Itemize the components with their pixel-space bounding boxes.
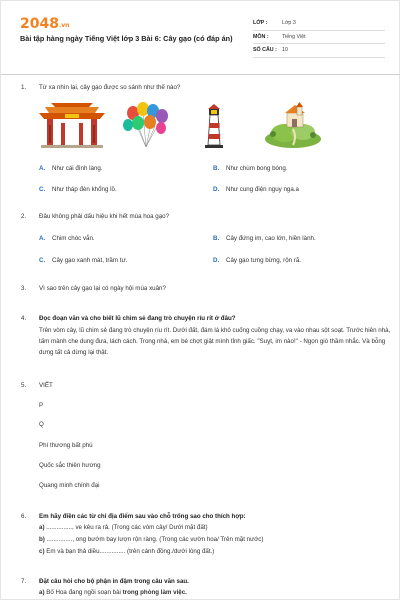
option-letter: C. <box>39 257 46 264</box>
question-text: Vì sao trên cây gạo lại có ngày hội mùa xuân? <box>39 285 166 292</box>
worksheet-title: Bài tập hàng ngày Tiếng Việt lớp 3 Bài 6: Cây gạo (có đáp án) <box>20 34 233 43</box>
header-divider <box>1 74 400 75</box>
item-label: b) <box>39 536 45 543</box>
balloon-bunch-image <box>121 101 171 149</box>
option-a[interactable] <box>39 235 95 242</box>
item-text: Bố Hoa đang ngồi soạn bài <box>44 589 123 596</box>
meta-row-question-count <box>253 44 385 58</box>
question-text: Từ xa nhìn lại, cây gạo được so sánh như thế nào? <box>39 84 181 91</box>
temple-gate-image <box>37 101 107 149</box>
writing-line: Quang minh chính đại <box>39 482 100 489</box>
question-number: 2. <box>21 213 27 220</box>
meta-row-subject <box>253 31 385 45</box>
meta-table <box>253 17 385 58</box>
meta-key: SỐ CÂU : <box>253 47 277 54</box>
question-text: VIẾT <box>39 382 53 389</box>
question-number: 3. <box>21 285 27 292</box>
item-text: Em và bạn thả diều............... (trên cánh đồng./dưới lòng đất.) <box>44 548 215 555</box>
option-text: Cây đứng im, cao lớn, hiền lành. <box>226 235 316 242</box>
question-number: 1. <box>21 84 27 91</box>
sentence-item-a <box>39 589 187 596</box>
option-letter: D. <box>213 257 220 264</box>
question-text: Em hãy điền các từ chỉ địa điểm sau vào chỗ trống sao cho thích hợp: <box>39 513 246 520</box>
question-number: 7. <box>21 578 27 585</box>
option-c[interactable] <box>39 186 117 193</box>
option-text: Chim chóc vắn. <box>52 235 95 242</box>
question-number: 4. <box>21 315 27 322</box>
item-text: ..............., ve kêu ra rả. (Trong các vòm cây/ Dưới mặt đất) <box>44 524 208 531</box>
item-bold-part: trong phòng làm việc. <box>122 589 187 596</box>
lighthouse-image <box>199 101 229 149</box>
option-text: Như chùm bong bóng. <box>226 165 288 172</box>
option-letter: B. <box>213 235 220 242</box>
item-text: ..............., ong bướm bay lượn rộn ràng. (Trong các vườn hoa/ Trên mặt nước) <box>44 536 264 543</box>
fill-item-c <box>39 548 214 555</box>
option-letter: A. <box>39 165 46 172</box>
option-text: Như cung điện nguy nga.a <box>226 186 299 193</box>
fill-item-b <box>39 536 263 543</box>
option-d[interactable] <box>213 186 299 193</box>
writing-line: P <box>39 402 44 409</box>
option-text: Như tháp đèn khổng lồ. <box>52 186 117 193</box>
option-text: Cây gạo tưng bừng, rộn rã. <box>226 257 302 264</box>
option-letter: A. <box>39 235 46 242</box>
meta-value: 10 <box>282 47 288 54</box>
option-letter: D. <box>213 186 220 193</box>
meta-key: LỚP : <box>253 20 268 27</box>
meta-value: Lớp 3 <box>282 20 296 27</box>
question-text: Đâu không phải dấu hiệu khi hết mùa hoa gạo? <box>39 213 170 220</box>
fill-item-a <box>39 524 208 531</box>
option-b[interactable] <box>213 235 316 242</box>
item-label: a) <box>39 524 45 531</box>
item-label: a) <box>39 589 45 596</box>
option-letter: B. <box>213 165 220 172</box>
writing-line: Q <box>39 421 44 428</box>
question-text: Đọc đoạn văn và cho biết lũ chim sẻ đang trò chuyện ríu rít ở đâu? <box>39 315 236 322</box>
option-c[interactable] <box>39 257 127 264</box>
option-text: Như cái đình làng. <box>52 165 103 172</box>
worksheet-header <box>1 1 400 71</box>
logo-text: 2048 <box>20 16 59 32</box>
site-logo[interactable] <box>20 16 69 32</box>
fairy-palace-image <box>263 99 323 149</box>
option-text: Cây gạo xanh mát, trầm tư. <box>52 257 128 264</box>
question-number: 6. <box>21 513 27 520</box>
question-number: 5. <box>21 382 27 389</box>
writing-line: Phí thương bất phú <box>39 442 93 449</box>
question-text: Đặt câu hỏi cho bộ phận in đậm trong câu văn sau. <box>39 578 189 585</box>
option-b[interactable] <box>213 165 288 172</box>
reading-passage: Trên vòm cây, lũ chim sẻ đang trò chuyện ríu rít. Dưới đất, đám lá khô cuống cuồng chạy, va vào nhau sột soạt. Trước hiên nhà, tấm mành che dung đưa, lách cách. Trong nhà, em bé chợt giật mình tỉnh giấc. "Suỵt, im nào!" - Ngọn gió thầm nhắc. Và bỗng dưng tất cả dừng lại thật. <box>39 327 391 356</box>
meta-row-grade <box>253 17 385 31</box>
meta-key: MÔN : <box>253 33 269 40</box>
option-d[interactable] <box>213 257 301 264</box>
item-label: c) <box>39 548 45 555</box>
option-a[interactable] <box>39 165 103 172</box>
writing-line: Quốc sắc thiên hương <box>39 462 101 469</box>
meta-value: Tiếng Việt <box>282 33 306 40</box>
option-letter: C. <box>39 186 46 193</box>
logo-suffix: .vn <box>58 22 70 29</box>
